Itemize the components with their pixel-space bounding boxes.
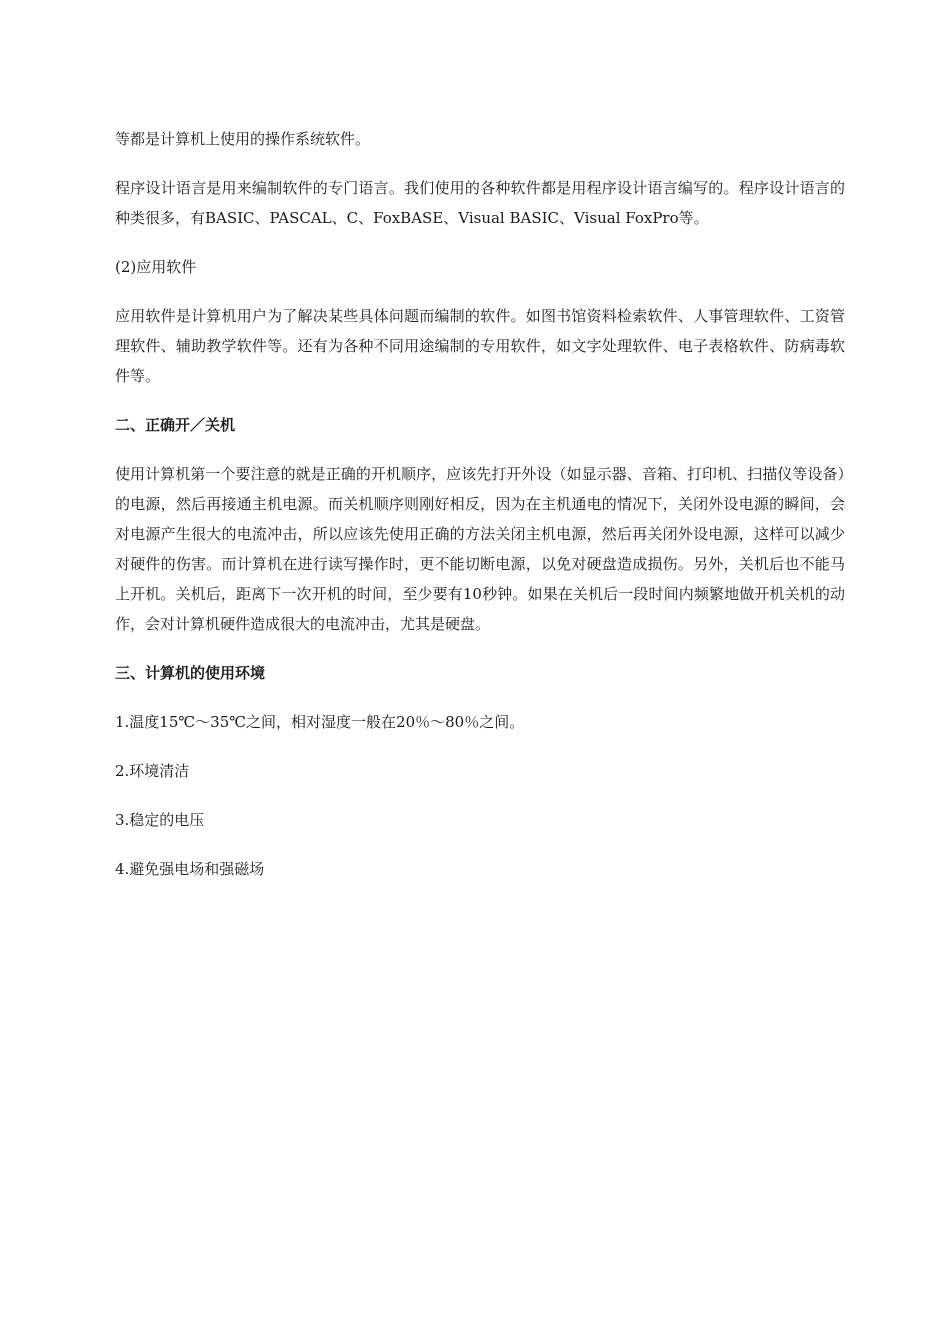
subheading-application-software: (2)应用软件 [115,258,197,276]
paragraph-programming-languages: 程序设计语言是用来编制软件的专门语言。我们使用的各种软件都是用程序设计语言编写的。程序设计语言的种类很多，有BASIC、PASCAL、C、FoxBASE、Visual BASIC、Visual FoxPro等。 [115,179,845,227]
list-item-stable-voltage: 3.稳定的电压 [115,811,205,829]
list-item-avoid-fields: 4.避免强电场和强磁场 [115,860,265,878]
paragraph-os-software: 等都是计算机上使用的操作系统软件。 [115,130,371,148]
section-heading-power-on-off: 二、正确开／关机 [115,416,236,434]
paragraph-application-software: 应用软件是计算机用户为了解决某些具体问题而编制的软件。如图书馆资料检索软件、人事管理软件、工资管理软件、辅助教学软件等。还有为各种不同用途编制的专用软件，如文字处理软件、电子表格软件、防病毒软件等。 [115,307,845,385]
list-item-temperature: 1.温度15℃～35℃之间，相对湿度一般在20％～80％之间。 [115,713,525,731]
paragraph-power-sequence: 使用计算机第一个要注意的就是正确的开机顺序，应该先打开外设（如显示器、音箱、打印机、扫描仪等设备）的电源，然后再接通主机电源。而关机顺序则刚好相反，因为在主机通电的情况下，关闭外设电源的瞬间，会对电源产生很大的电流冲击，所以应该先使用正确的方法关闭主机电源，然后再关闭外设电源，这样可以减少对硬件的伤害。而计算机在进行读写操作时，更不能切断电源，以免对硬盘造成损伤。另外，关机后也不能马上开机。关机后，距离下一次开机的时间，至少要有10秒钟。如果在关机后一段时间内频繁地做开机关机的动作，会对计算机硬件造成很大的电流冲击，尤其是硬盘。 [115,465,845,633]
section-heading-environment: 三、计算机的使用环境 [115,664,266,682]
document-body [115,124,845,884]
list-item-clean-environment: 2.环境清洁 [115,762,190,780]
